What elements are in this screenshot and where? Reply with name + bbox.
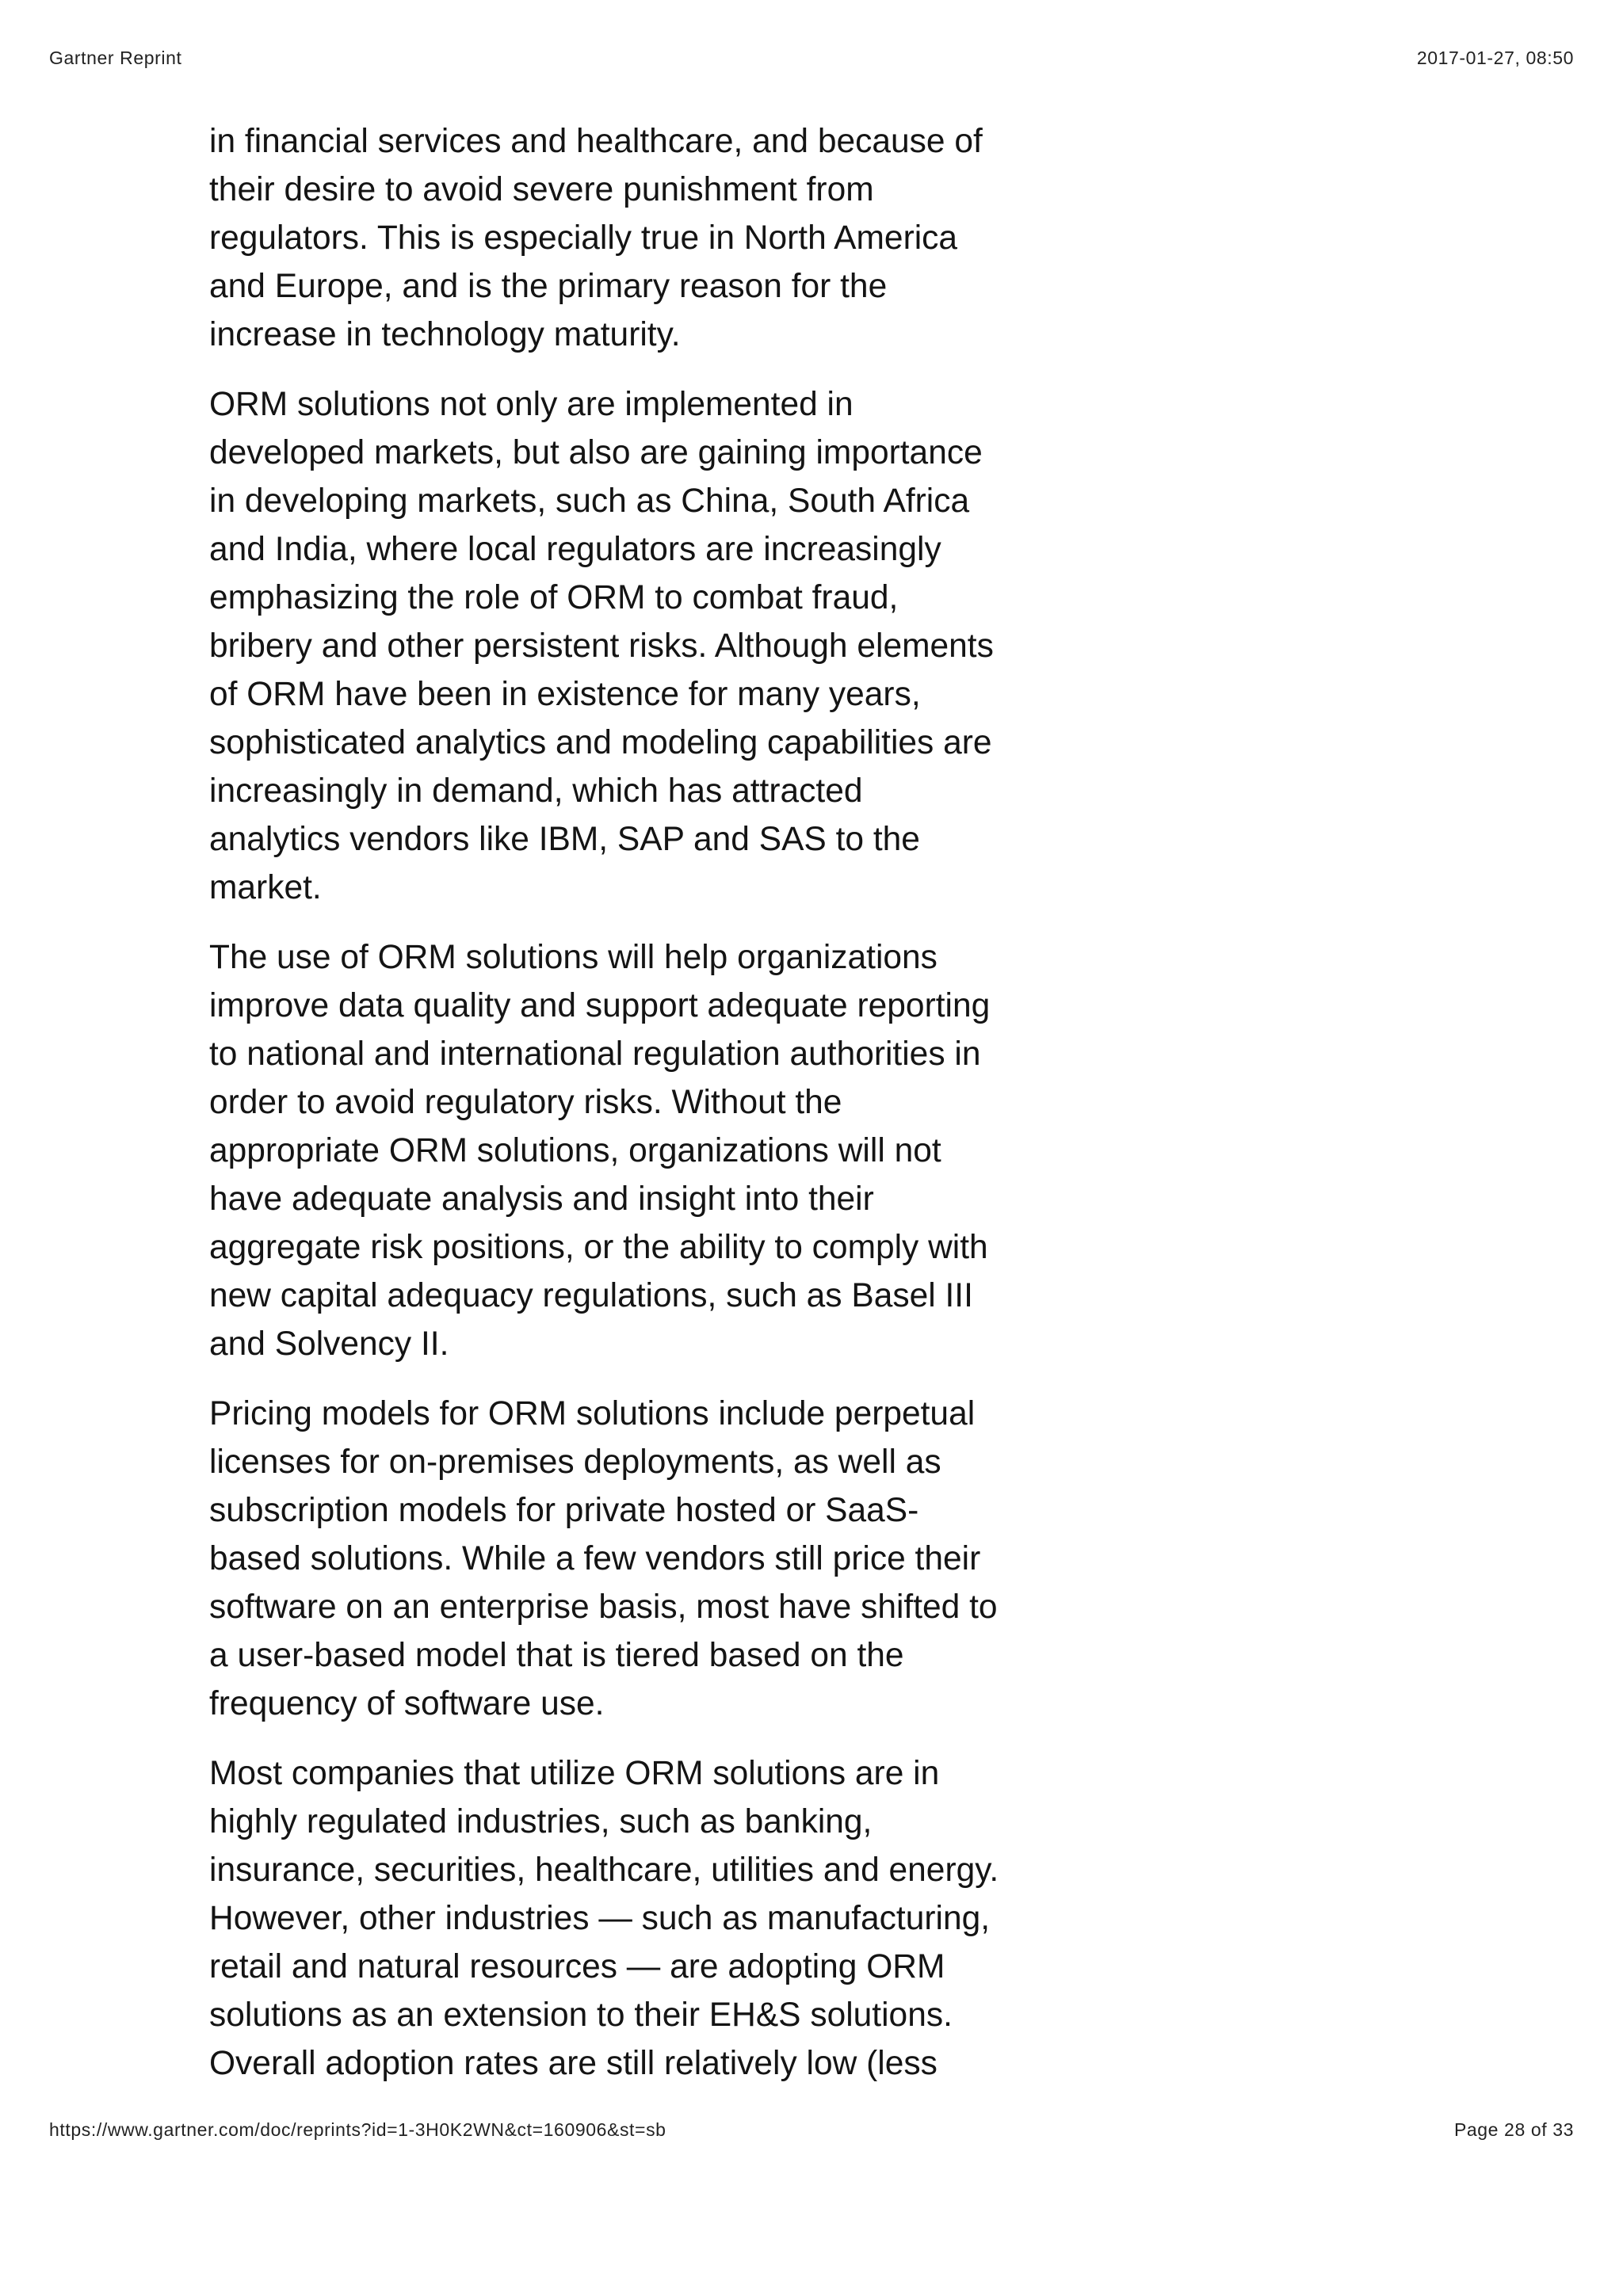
text-line: and Solvency II. [209, 1325, 449, 1363]
text-line: their desire to avoid severe punishment from [209, 171, 874, 208]
paragraph-3 [209, 933, 1049, 1368]
text-line: and Europe, and is the primary reason for the [209, 268, 888, 305]
text-line: regulators. This is especially true in North America [209, 219, 958, 257]
text-line: retail and natural resources — are adopting ORM [209, 1948, 945, 1985]
paragraph-4 [209, 1390, 1049, 1728]
article-body [209, 117, 1049, 2109]
text-line: new capital adequacy regulations, such as Basel III [209, 1277, 973, 1314]
text-line: based solutions. While a few vendors still price their [209, 1540, 981, 1577]
text-line: appropriate ORM solutions, organizations will not [209, 1132, 941, 1169]
text-line: in developing markets, such as China, South Africa [209, 482, 970, 520]
text-line: order to avoid regulatory risks. Without the [209, 1084, 842, 1121]
text-line: highly regulated industries, such as banking, [209, 1803, 873, 1840]
text-line: ORM solutions not only are implemented in [209, 386, 854, 423]
paragraph-5 [209, 1749, 1049, 2088]
text-line: improve data quality and support adequate reporting [209, 987, 991, 1024]
text-line: subscription models for private hosted or SaaS- [209, 1492, 919, 1529]
text-line: The use of ORM solutions will help organizations [209, 939, 938, 976]
header-title: Gartner Reprint [49, 48, 182, 68]
page-number: Page 28 of 33 [1453, 2119, 1574, 2140]
text-line: a user-based model that is tiered based on the [209, 1637, 904, 1674]
text-line: Pricing models for ORM solutions include perpetual [209, 1395, 976, 1432]
text-line: emphasizing the role of ORM to combat fraud, [209, 579, 899, 616]
text-line: software on an enterprise basis, most have shifted to [209, 1589, 998, 1626]
text-line: solutions as an extension to their EH&S solutions. [209, 1997, 953, 2034]
text-line: Most companies that utilize ORM solutions are in [209, 1755, 940, 1792]
text-line: insurance, securities, healthcare, utilities and energy. [209, 1852, 999, 1889]
text-line: sophisticated analytics and modeling capabilities are [209, 724, 992, 761]
text-line: increase in technology maturity. [209, 316, 681, 353]
paragraph-2 [209, 380, 1049, 912]
text-line: increasingly in demand, which has attracted [209, 772, 863, 810]
text-line: bribery and other persistent risks. Although elements [209, 627, 994, 665]
text-line: analytics vendors like IBM, SAP and SAS to the [209, 821, 920, 858]
text-line: of ORM have been in existence for many years, [209, 676, 921, 713]
paragraph-1 [209, 117, 1049, 359]
text-line: However, other industries — such as manufacturing, [209, 1900, 991, 1937]
text-line: to national and international regulation authorities in [209, 1035, 981, 1073]
text-line: aggregate risk positions, or the ability to comply with [209, 1229, 988, 1266]
text-line: developed markets, but also are gaining importance [209, 434, 983, 471]
header-timestamp: 2017-01-27, 08:50 [1416, 48, 1574, 68]
text-line: in financial services and healthcare, and because of [209, 123, 983, 160]
text-line: Overall adoption rates are still relatively low (less [209, 2045, 938, 2082]
text-line: have adequate analysis and insight into their [209, 1180, 874, 1218]
text-line: frequency of software use. [209, 1685, 605, 1722]
text-line: and India, where local regulators are increasingly [209, 531, 941, 568]
text-line: market. [209, 869, 322, 906]
text-line: licenses for on-premises deployments, as well as [209, 1444, 941, 1481]
footer-url-link[interactable]: https://www.gartner.com/doc/reprints?id=1-3H0K2WN&ct=160906&st=sb [49, 2119, 666, 2140]
